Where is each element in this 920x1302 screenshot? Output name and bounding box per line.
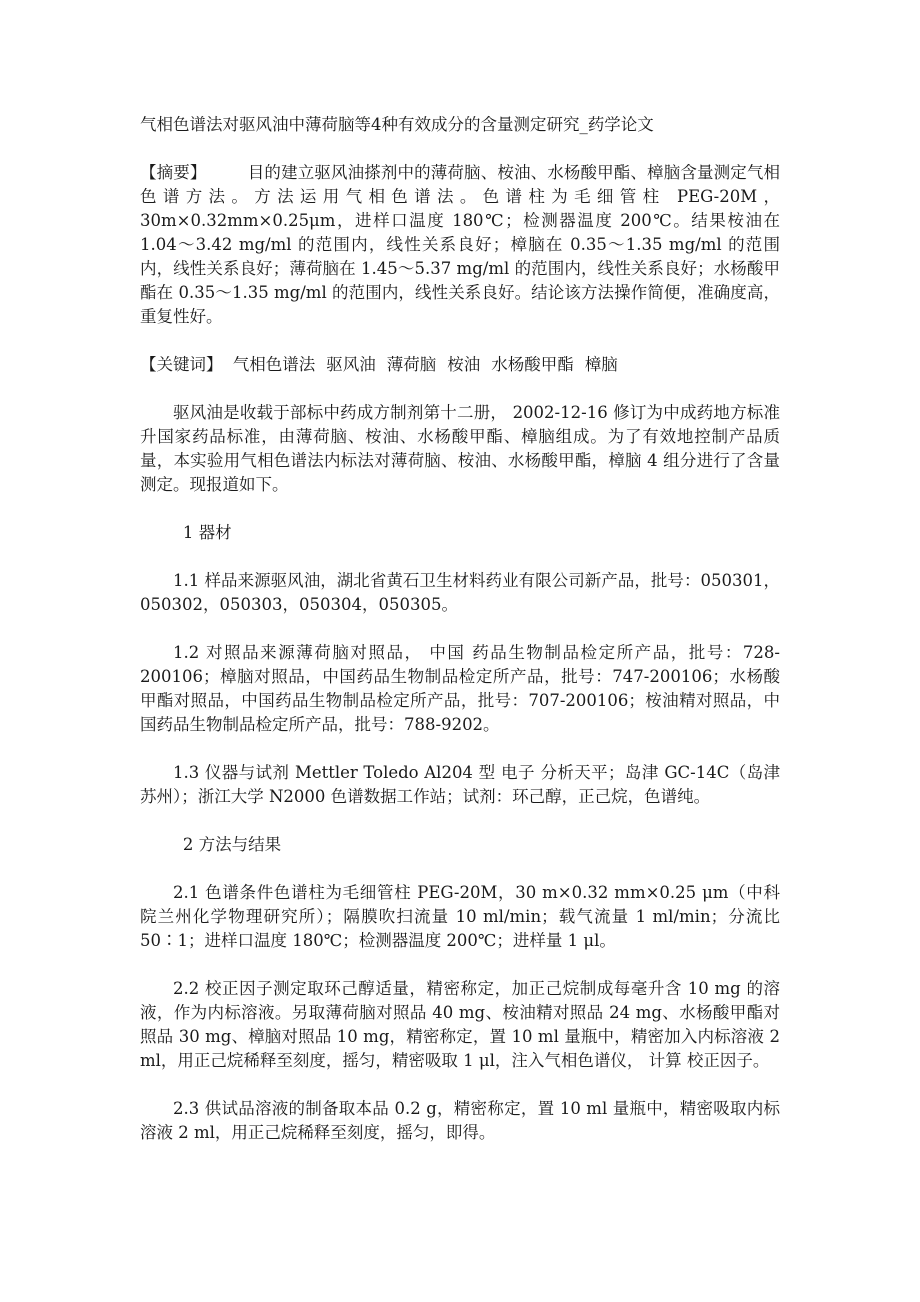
intro-paragraph: 驱风油是收载于部标中药成方制剂第十二册， 2002-12-16 修订为中成药地方标准升国家药品标准，由薄荷脑、桉油、水杨酸甲酯、樟脑组成。为了有效地控制产品质量，本实验用气相色谱法内标法对薄荷脑、桉油、水杨酸甲酯，樟脑 4 组分进行了含量测定。现报道如下。 bbox=[140, 403, 780, 494]
paragraph-2-3: 2.3 供试品溶液的制备取本品 0.2 g，精密称定，置 10 ml 量瓶中，精密吸取内标溶液 2 ml，用正己烷稀释至刻度，摇匀，即得。 bbox=[140, 1099, 780, 1142]
keyword: 水杨酸甲酯 bbox=[491, 355, 574, 374]
section-heading-materials: 1 器材 bbox=[182, 523, 232, 542]
paragraph-1-3: 1.3 仪器与试剂 Mettler Toledo Al204 型 电子 分析天平；岛津 GC-14C（岛津苏州）；浙江大学 N2000 色谱数据工作站；试剂：环己醇，正己烷，色谱纯。 bbox=[140, 763, 780, 806]
abstract-text: 目的建立驱风油搽剂中的薄荷脑、桉油、水杨酸甲酯、樟脑含量测定气相色谱方法。方法运用气相色谱法。色谱柱为毛细管柱 PEG-20M，30m×0.32mm×0.25μm，进样口温度 180℃；检测器温度 200℃。结果桉油在 1.04～3.42 mg/ml 的范围内，线性关系良好；樟脑在 0.35～1.35 mg/ml 的范围内，线性关系良好；薄荷脑在 1.45～5.37 mg/ml 的范围内，线性关系良好；水杨酸甲酯在 0.35～1.35 mg/ml 的范围内，线性关系良好。结论该方法操作简便，准确度高，重复性好。 bbox=[140, 163, 781, 326]
keywords-label: 【关键词】 bbox=[140, 355, 223, 374]
paragraph-2-1: 2.1 色谱条件色谱柱为毛细管柱 PEG-20M，30 m×0.32 mm×0.25 μm（中科院兰州化学物理研究所）；隔膜吹扫流量 10 ml/min；载气流量 1 ml/min；分流比 50∶1；进样口温度 180℃；检测器温度 200℃；进样量 1 μl。 bbox=[140, 883, 780, 950]
document-title: 气相色谱法对驱风油中薄荷脑等4种有效成分的含量测定研究_药学论文 bbox=[140, 115, 654, 134]
keyword: 气相色谱法 bbox=[232, 355, 316, 374]
keyword: 樟脑 bbox=[584, 355, 618, 374]
abstract-paragraph bbox=[140, 161, 780, 329]
paragraph-1-2: 1.2 对照品来源薄荷脑对照品， 中国 药品生物制品检定所产品，批号：728-200106；樟脑对照品，中国药品生物制品检定所产品，批号：747-200106；水杨酸甲酯对照品，中国药品生物制品检定所产品，批号：707-200106；桉油精对照品，中国药品生物制品检定所产品，批号：788-9202。 bbox=[140, 643, 780, 734]
keyword: 薄荷脑 bbox=[386, 355, 437, 374]
paragraph-1-1: 1.1 样品来源驱风油，湖北省黄石卫生材料药业有限公司新产品，批号：050301，050302，050303，050304，050305。 bbox=[140, 571, 780, 614]
keywords-paragraph bbox=[140, 353, 780, 377]
section-heading-methods: 2 方法与结果 bbox=[182, 835, 282, 854]
keyword: 驱风油 bbox=[326, 355, 376, 374]
document-body bbox=[140, 113, 780, 1169]
keyword: 桉油 bbox=[447, 355, 481, 374]
abstract-label: 【摘要】 bbox=[140, 163, 207, 182]
paragraph-2-2: 2.2 校正因子测定取环己醇适量，精密称定，加正己烷制成每毫升含 10 mg 的溶液，作为内标溶液。另取薄荷脑对照品 40 mg、桉油精对照品 24 mg、水杨酸甲酯对照品 30 mg、樟脑对照品 10 mg，精密称定，置 10 ml 量瓶中，精密加入内标溶液 2 ml，用正己烷稀释至刻度，摇匀，精密吸取 1 μl，注入气相色谱仪， 计算 校正因子。 bbox=[140, 979, 780, 1070]
